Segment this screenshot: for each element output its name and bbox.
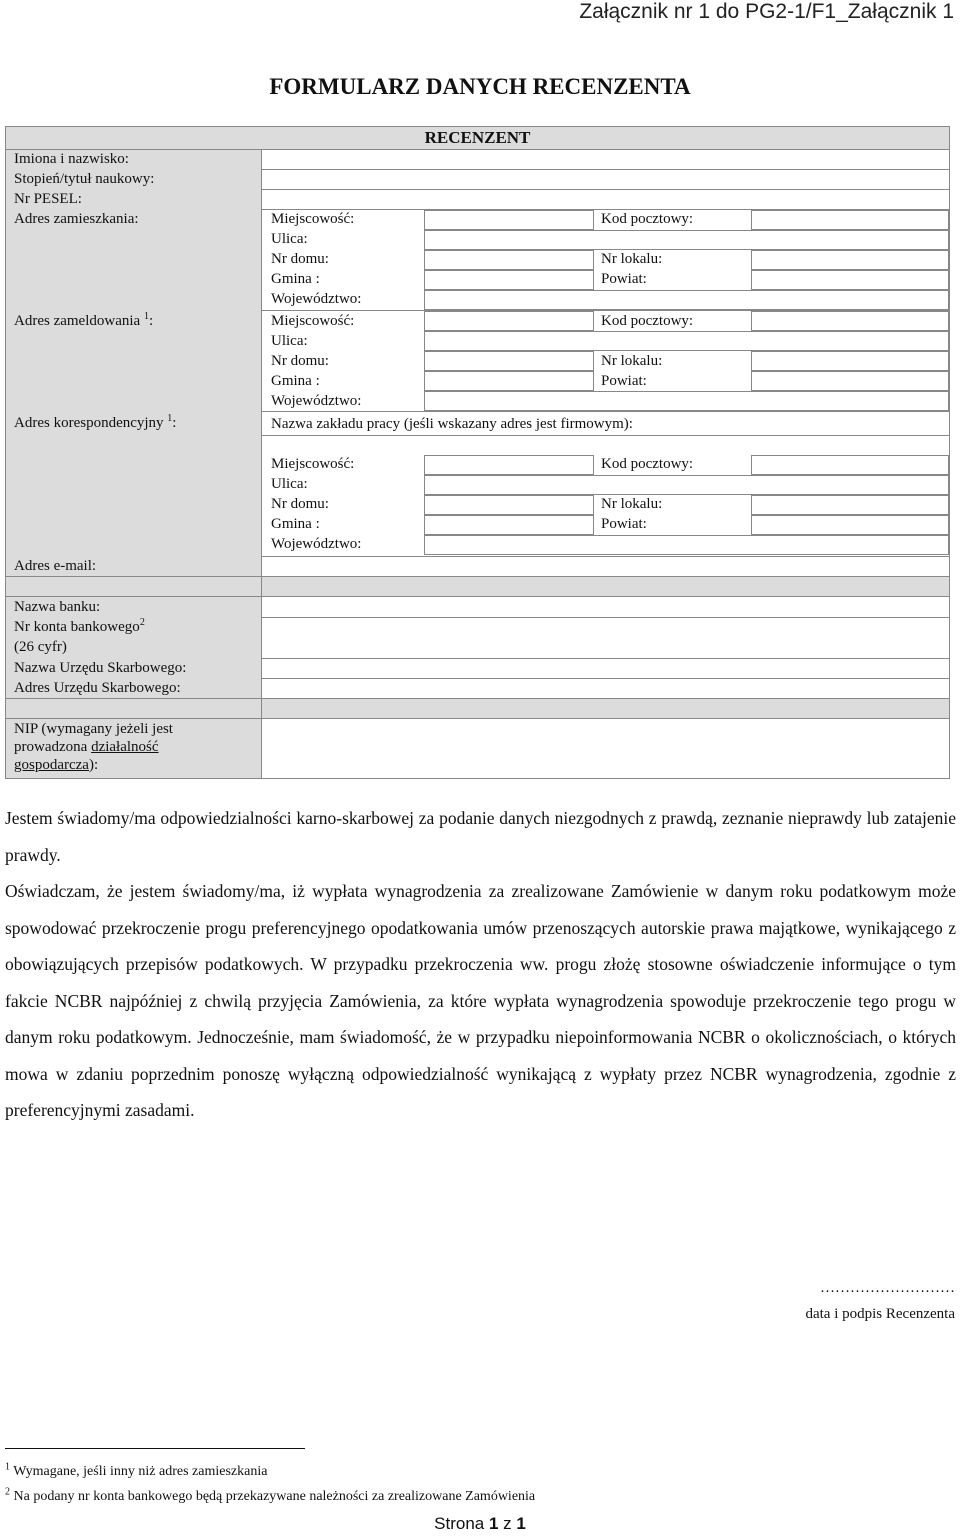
registered-postal-label: Kod pocztowy: [601,313,694,329]
corresp-county-field[interactable] [751,515,949,535]
corresp-flat-field[interactable] [751,495,949,515]
label-pesel: Nr PESEL: [14,191,82,207]
registered-city-field[interactable] [424,311,594,331]
residence-commune-label: Gmina : [271,271,320,287]
residence-house-label: Nr domu: [271,251,329,267]
corresp-house-label: Nr domu: [271,496,329,512]
label-nip-line1: NIP (wymagany jeżeli jest [14,721,173,737]
signature-label: data i podpis Recenzenta [805,1306,955,1322]
label-correspondence-address: Adres korespondencyjny $^1$: [14,413,177,431]
residence-county-field[interactable] [751,270,949,290]
registered-postal-field[interactable] [751,311,949,331]
registered-voivodeship-label: Województwo: [271,393,362,409]
corresp-city-label: Miejscowość: [271,456,355,472]
corresp-commune-label: Gmina : [271,516,320,532]
corresp-postal-label: Kod pocztowy: [601,456,694,472]
residence-voivodeship-label: Województwo: [271,291,362,307]
corresp-house-field[interactable] [424,495,594,515]
declaration-liability: Jestem świadomy/ma odpowiedzialności karno-skarbowej za podanie danych niezgodnych z prawdą, zeznanie nieprawdy lub zatajenie prawdy. [5,808,956,865]
residence-flat-label: Nr lokalu: [601,251,663,267]
separator-band-1 [6,576,949,596]
footnote-1: $^1$ Wymagane, jeśli inny niż adres zamieszkania [5,1461,268,1479]
registered-house-field[interactable] [424,351,594,371]
corresp-street-label: Ulica: [271,476,308,492]
residence-postal-field[interactable] [751,210,949,230]
residence-house-field[interactable] [424,250,594,270]
registered-voivodeship-field[interactable] [424,391,949,411]
corresp-voivodeship-field[interactable] [424,535,949,555]
corresp-commune-field[interactable] [424,515,594,535]
registered-county-label: Powiat: [601,373,647,389]
registered-commune-field[interactable] [424,371,594,391]
declaration-tax-threshold: Oświadczam, że jestem świadomy/ma, iż wypłata wynagrodzenia za zrealizowane Zamówienie w danym roku podatkowym może spowodować przekroczenie progu preferencyjnego opodatkowania umów przenoszących autorskie prawa majątkowe, wynikającego z obowiązujących przepisów podatkowych. W przypadku przekroczenia ww. progu złożę stosowne oświadczenie informujące o tym fakcie NCBR najpóźniej z chwilą przyjęcia Zamówienia, za które wypłata wynagrodzenia spowoduje przekroczenie tego progu w danym roku podatkowym. Jednocześnie, mam świadomość, że w przypadku niepoinformowania NCBR o okolicznościach, o których mowa w zdaniu poprzednim ponoszę wyłączną odpowiedzialność wynikającą z wypłaty przez NCBR wynagrodzenia, zgodnie z preferencyjnymi zasadami. [5,881,956,1120]
corresp-voivodeship-label: Województwo: [271,536,362,552]
residence-commune-field[interactable] [424,270,594,290]
label-digits-note: (26 cyfr) [14,639,67,655]
column-divider [261,149,262,778]
registered-commune-label: Gmina : [271,373,320,389]
footnote-2: $^2$ Na podany nr konta bankowego będą przekazywane należności za zrealizowane Zamówienia [5,1486,536,1504]
label-name: Imiona i nazwisko: [14,151,129,167]
corresp-flat-label: Nr lokalu: [601,496,663,512]
corresp-postal-field[interactable] [751,455,949,475]
registered-flat-label: Nr lokalu: [601,353,663,369]
footnote-separator [5,1448,305,1449]
label-tax-office-address: Adres Urzędu Skarbowego: [14,680,181,696]
separator-band-2 [6,698,949,718]
employer-name-label: Nazwa zakładu pracy (jeśli wskazany adres jest firmowym): [271,416,633,432]
registered-street-label: Ulica: [271,333,308,349]
residence-street-field[interactable] [424,230,949,250]
registered-house-label: Nr domu: [271,353,329,369]
residence-county-label: Powiat: [601,271,647,287]
residence-voivodeship-field[interactable] [424,290,949,310]
corresp-city-field[interactable] [424,455,594,475]
label-nip-line2: prowadzona działalność [14,739,159,755]
reviewer-form-table [5,126,950,779]
residence-city-label: Miejscowość: [271,211,355,227]
label-bank-account: Nr konta bankowego$^2$ [14,617,145,635]
label-bank-name: Nazwa banku: [14,599,101,615]
section-header-reviewer: RECENZENT [424,128,531,147]
registered-county-field[interactable] [751,371,949,391]
registered-flat-field[interactable] [751,351,949,371]
attachment-reference: Załącznik nr 1 do PG2-1/F1_Załącznik 1 [579,0,954,23]
label-degree: Stopień/tytuł naukowy: [14,171,155,187]
label-tax-office-name: Nazwa Urzędu Skarbowego: [14,660,187,676]
registered-city-label: Miejscowość: [271,313,355,329]
label-residence-address: Adres zamieszkania: [14,211,139,227]
corresp-street-field[interactable] [424,475,949,495]
residence-flat-field[interactable] [751,250,949,270]
residence-city-field[interactable] [424,210,594,230]
corresp-county-label: Powiat: [601,516,647,532]
label-registered-address: Adres zameldowania $^1$: [14,311,154,329]
label-email: Adres e-mail: [14,558,97,574]
registered-street-field[interactable] [424,331,949,351]
form-title: FORMULARZ DANYCH RECENZENTA [269,74,691,99]
signature-line: ……………………… [820,1280,955,1296]
residence-street-label: Ulica: [271,231,308,247]
page-number: Strona 1 z 1 [434,1514,526,1533]
residence-postal-label: Kod pocztowy: [601,211,694,227]
label-nip-line3: gospodarcza): [14,757,99,773]
